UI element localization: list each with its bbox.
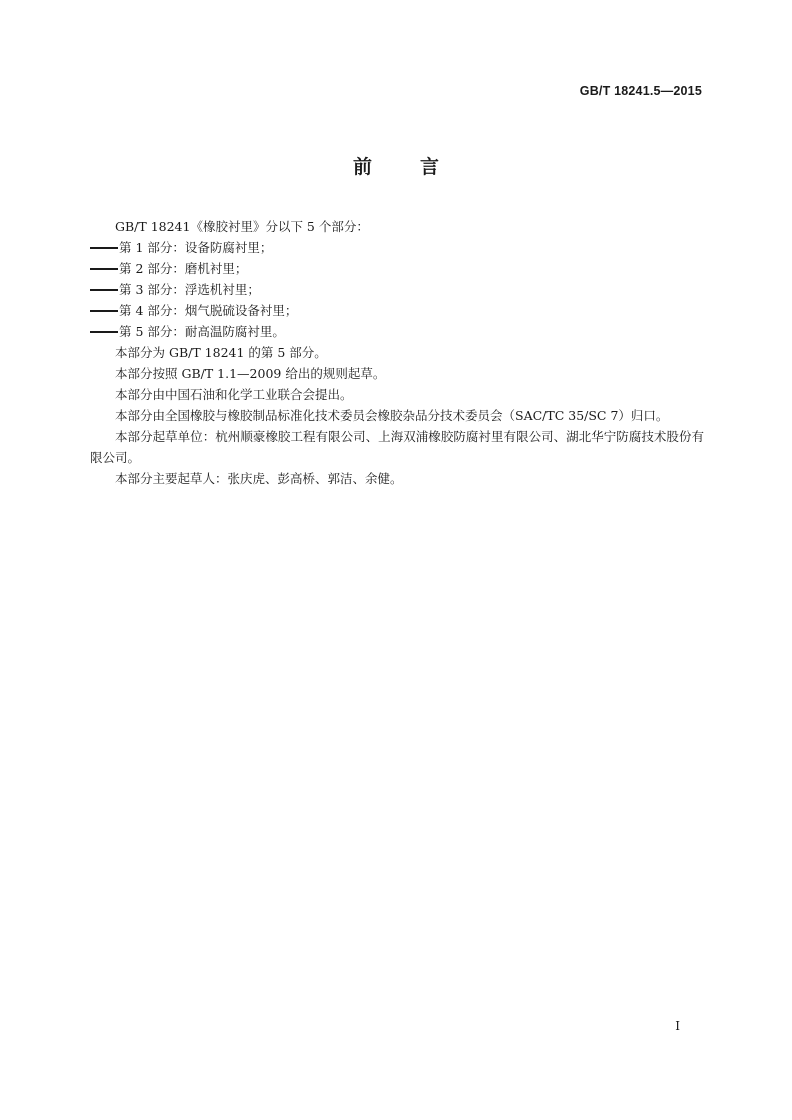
standard-code: GB/T 18241.5—2015 (579, 84, 702, 98)
list-item-text: 第 1 部分：设备防腐衬里； (119, 240, 273, 255)
dash-mark (90, 289, 118, 291)
dash-mark (90, 310, 118, 312)
list-item-text: 第 5 部分：耐高温防腐衬里。 (119, 324, 285, 339)
list-item-text: 第 2 部分：磨机衬里； (119, 261, 248, 276)
list-item (90, 300, 704, 321)
page-number: I (675, 1019, 680, 1033)
list-item-text: 第 4 部分：烟气脱硫设备衬里； (119, 303, 298, 318)
document-body (90, 216, 704, 489)
paragraph: 本部分按照 GB/T 1.1—2009 给出的规则起草。 (115, 366, 386, 381)
dash-mark (90, 331, 118, 333)
paragraph: 本部分由全国橡胶与橡胶制品标准化技术委员会橡胶杂品分技术委员会（SAC/TC 35/SC 7）归口。 (115, 408, 669, 423)
paragraph: 本部分起草单位：杭州顺豪橡胶工程有限公司、上海双浦橡胶防腐衬里有限公司、湖北华宁防腐技术股份有限公司。 (90, 429, 704, 465)
dash-mark (90, 247, 118, 249)
list-item-text: 第 3 部分：浮选机衬里； (119, 282, 260, 297)
intro-paragraph: GB/T 18241《橡胶衬里》分以下 5 个部分： (115, 219, 369, 234)
paragraph: 本部分为 GB/T 18241 的第 5 部分。 (115, 345, 327, 360)
paragraph: 本部分主要起草人：张庆虎、彭高桥、郭洁、余健。 (115, 471, 403, 486)
page-title: 前言 (352, 156, 487, 178)
paragraph: 本部分由中国石油和化学工业联合会提出。 (115, 387, 353, 402)
list-item (90, 237, 704, 258)
list-item (90, 258, 704, 279)
dash-mark (90, 268, 118, 270)
list-item (90, 279, 704, 300)
list-item (90, 321, 704, 342)
